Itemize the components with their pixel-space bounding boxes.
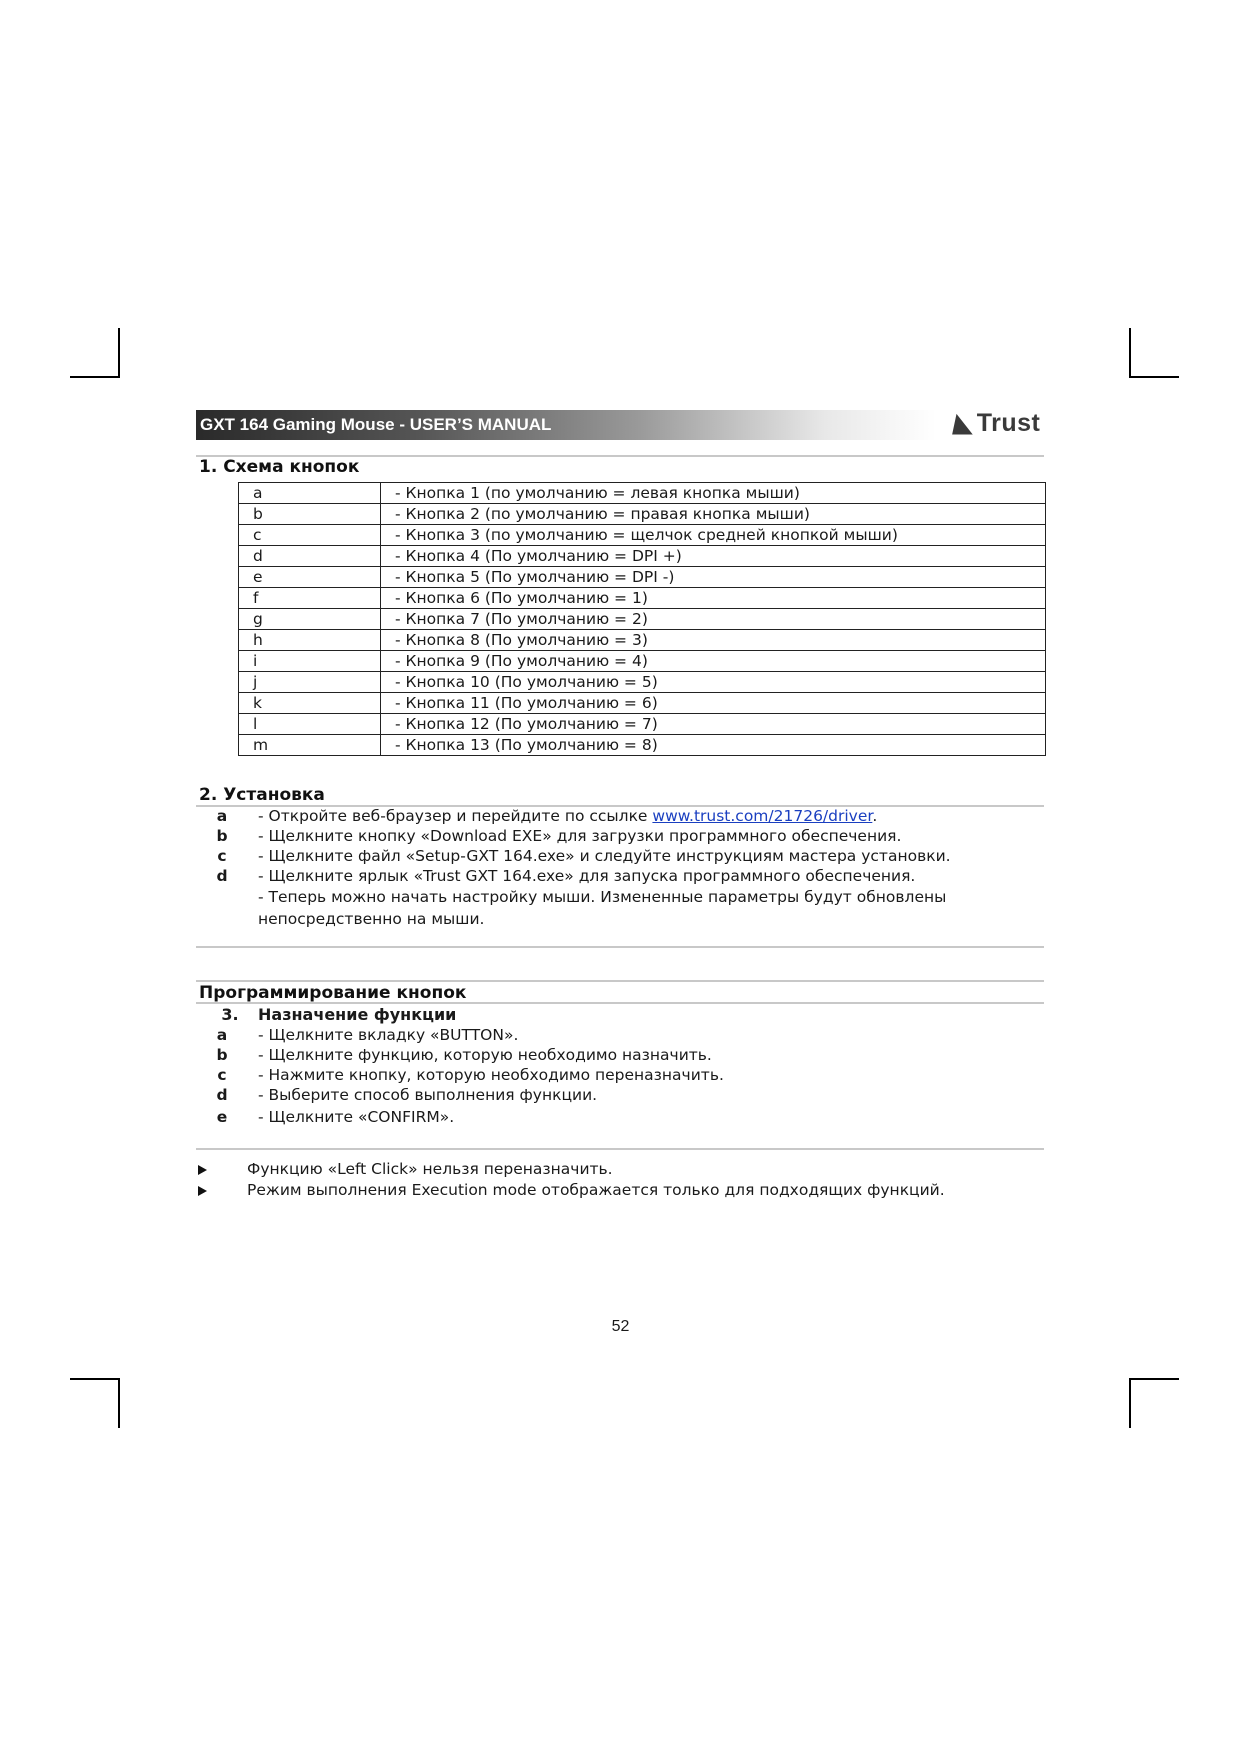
button-key-cell: f	[239, 588, 381, 609]
button-key-cell: k	[239, 693, 381, 714]
button-layout-row	[239, 483, 1046, 504]
button-key-cell: l	[239, 714, 381, 735]
button-key-cell: g	[239, 609, 381, 630]
step-label: b	[216, 1046, 228, 1064]
button-description-cell: - Кнопка 11 (По умолчанию = 6)	[381, 693, 1046, 714]
button-key-cell: i	[239, 651, 381, 672]
divider	[196, 1148, 1044, 1150]
button-layout-row	[239, 525, 1046, 546]
button-key-cell: h	[239, 630, 381, 651]
button-description-cell: - Кнопка 3 (по умолчанию = щелчок средней кнопкой мыши)	[381, 525, 1046, 546]
button-layout-table	[238, 482, 1046, 756]
step-text: - Щелкните «CONFIRM».	[258, 1108, 455, 1126]
step-label: c	[217, 847, 227, 865]
crop-mark-bottom-left	[70, 1378, 120, 1428]
button-layout-row	[239, 714, 1046, 735]
step-text: - Щелкните вкладку «BUTTON».	[258, 1026, 519, 1044]
step-text: - Щелкните функцию, которую необходимо назначить.	[258, 1046, 712, 1064]
button-layout-row	[239, 693, 1046, 714]
button-key-cell: j	[239, 672, 381, 693]
section-installation-title: 2. Установка	[199, 785, 325, 805]
button-description-cell: - Кнопка 4 (По умолчанию = DPI +)	[381, 546, 1046, 567]
button-layout-row	[239, 546, 1046, 567]
button-description-cell: - Кнопка 13 (По умолчанию = 8)	[381, 735, 1046, 756]
button-description-cell: - Кнопка 9 (По умолчанию = 4)	[381, 651, 1046, 672]
crop-mark-bottom-right	[1129, 1378, 1179, 1428]
step-text: непосредственно на мыши.	[258, 910, 485, 928]
section-button-layout-title: 1. Схема кнопок	[199, 457, 360, 477]
button-key-cell: e	[239, 567, 381, 588]
button-description-cell: - Кнопка 12 (По умолчанию = 7)	[381, 714, 1046, 735]
button-layout-row	[239, 651, 1046, 672]
button-layout-row	[239, 672, 1046, 693]
button-description-cell: - Кнопка 1 (по умолчанию = левая кнопка мыши)	[381, 483, 1046, 504]
bullet-triangle-icon	[198, 1165, 207, 1175]
step-text: - Щелкните кнопку «Download EXE» для загрузки программного обеспечения.	[258, 827, 902, 845]
button-key-cell: m	[239, 735, 381, 756]
button-key-cell: d	[239, 546, 381, 567]
step-text: - Теперь можно начать настройку мыши. Измененные параметры будут обновлены	[258, 888, 947, 906]
step-text: - Откройте веб-браузер и перейдите по ссылке	[258, 807, 653, 825]
button-description-cell: - Кнопка 10 (По умолчанию = 5)	[381, 672, 1046, 693]
button-key-cell: b	[239, 504, 381, 525]
step-text: - Щелкните файл «Setup-GXT 164.exe» и следуйте инструкциям мастера установки.	[258, 847, 951, 865]
step-text: - Выберите способ выполнения функции.	[258, 1086, 598, 1104]
button-layout-row	[239, 504, 1046, 525]
step-text: - Щелкните ярлык «Trust GXT 164.exe» для запуска программного обеспечения.	[258, 867, 916, 885]
step-text: - Нажмите кнопку, которую необходимо переназначить.	[258, 1066, 724, 1084]
trust-logo: ◣Trust	[952, 409, 1041, 437]
manual-header-bar	[196, 410, 936, 440]
divider	[196, 946, 1044, 948]
button-layout-row	[239, 567, 1046, 588]
divider	[196, 1002, 1044, 1004]
step-label: e	[216, 1108, 228, 1126]
button-description-cell: - Кнопка 5 (По умолчанию = DPI -)	[381, 567, 1046, 588]
button-layout-row	[239, 609, 1046, 630]
manual-title: GXT 164 Gaming Mouse - USER’S MANUAL	[200, 415, 552, 434]
button-description-cell: - Кнопка 2 (по умолчанию = правая кнопка мыши)	[381, 504, 1046, 525]
section-button-programming-title: Программирование кнопок	[199, 983, 467, 1003]
crop-mark-top-right	[1129, 328, 1179, 378]
step-label: a	[216, 1026, 228, 1044]
driver-link[interactable]: www.trust.com/21726/driver	[652, 807, 873, 825]
step-label: b	[216, 827, 228, 845]
step-label: d	[216, 867, 228, 885]
crop-mark-top-left	[70, 328, 120, 378]
button-layout-row	[239, 735, 1046, 756]
step-label: d	[216, 1086, 228, 1104]
button-layout-row	[239, 588, 1046, 609]
step-label: c	[217, 1066, 227, 1084]
button-description-cell: - Кнопка 6 (По умолчанию = 1)	[381, 588, 1046, 609]
button-key-cell: c	[239, 525, 381, 546]
button-layout-row	[239, 630, 1046, 651]
divider	[196, 980, 1044, 982]
bullet-triangle-icon	[198, 1186, 207, 1196]
trust-logo-icon: ◣	[952, 409, 978, 437]
page-number: 52	[611, 1318, 630, 1335]
step-label: a	[216, 807, 228, 825]
button-key-cell: a	[239, 483, 381, 504]
button-description-cell: - Кнопка 7 (По умолчанию = 2)	[381, 609, 1046, 630]
button-description-cell: - Кнопка 8 (По умолчанию = 3)	[381, 630, 1046, 651]
